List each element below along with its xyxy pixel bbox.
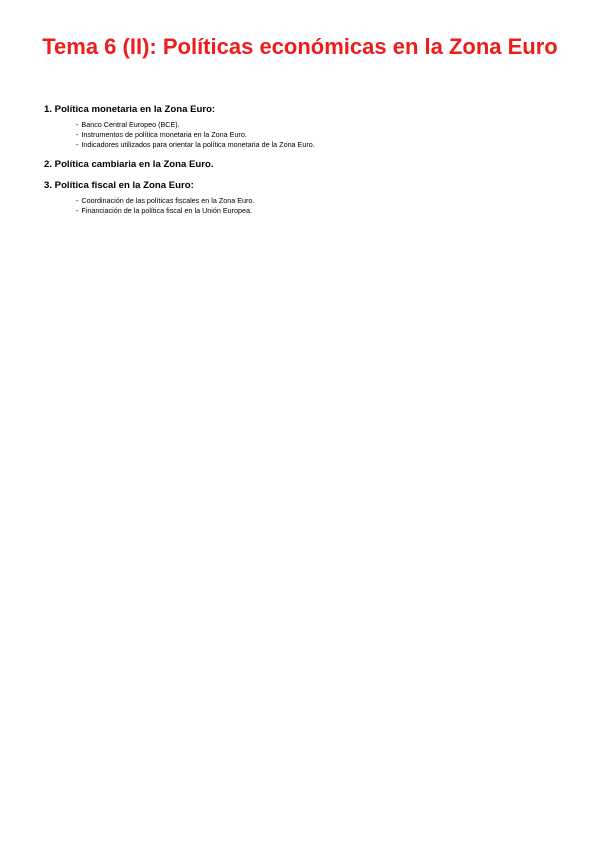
list-item-text: Coordinación de las políticas fiscales en la Zona Euro. (81, 196, 255, 205)
section-exchange-policy (44, 158, 564, 171)
list-item-text: Instrumentos de política monetaria en la Zona Euro. (81, 130, 247, 139)
list-item (76, 196, 564, 206)
section-heading: 1. Política monetaria en la Zona Euro: (44, 104, 216, 115)
section-heading: 3. Política fiscal en la Zona Euro: (44, 180, 194, 191)
bullet-dash: - (76, 196, 79, 205)
section-monetary-policy (44, 103, 564, 150)
bullet-dash: - (76, 130, 79, 139)
list-item-text: Financiación de la política fiscal en la Unión Europea. (81, 206, 253, 215)
bullet-dash: - (76, 206, 79, 215)
list-item (76, 130, 564, 140)
section-heading: 2. Política cambiaria en la Zona Euro. (44, 159, 214, 170)
sections-list (44, 103, 564, 224)
list-item-text: Banco Central Europeo (BCE). (81, 120, 180, 129)
list-item (76, 120, 564, 130)
section-items (44, 196, 564, 216)
section-fiscal-policy (44, 179, 564, 216)
document-title: Tema 6 (II): Políticas económicas en la Zona Euro (42, 34, 558, 59)
bullet-dash: - (76, 120, 79, 129)
section-items (44, 120, 564, 150)
list-item (76, 206, 564, 216)
list-item (76, 140, 564, 150)
bullet-dash: - (76, 140, 79, 149)
list-item-text: Indicadores utilizados para orientar la política monetaria de la Zona Euro. (81, 140, 315, 149)
